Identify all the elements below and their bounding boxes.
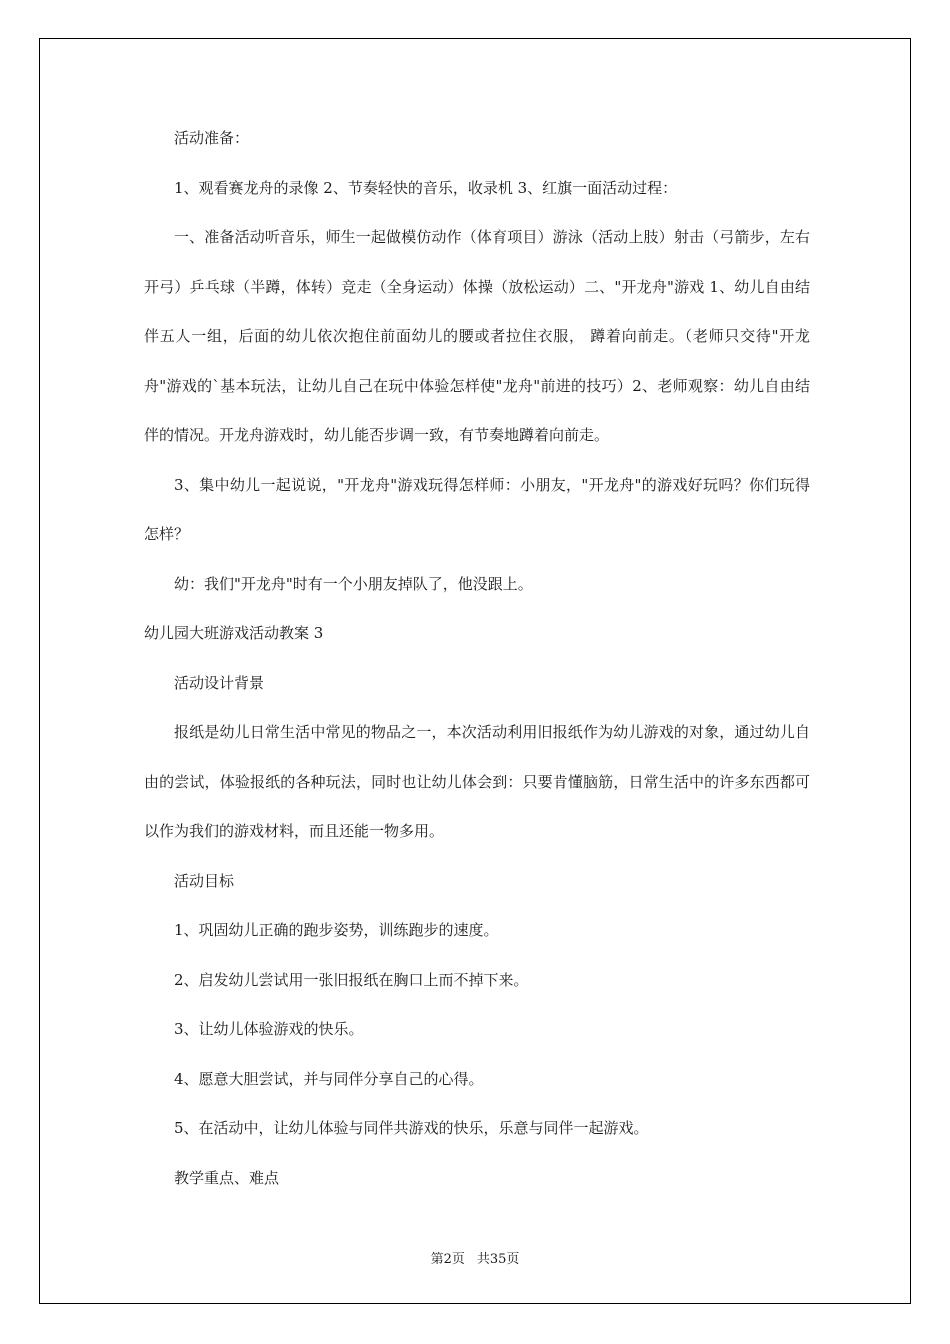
- list-item: 2、启发幼儿尝试用一张旧报纸在胸口上而不掉下来。: [174, 970, 529, 989]
- paragraph: 一、准备活动听音乐，师生一起做模仿动作（体育项目）游泳（活动上肢）射击（弓箭步，左右开弓）乒乓球（半蹲，体转）竞走（全身运动）体操（放松运动）二、"开龙舟"游戏 1、幼儿自由结伴五人一组，后面的幼儿依次抱住前面幼儿的腰或者拉住衣服， 蹲着向前走。（老师只交待"开龙舟"游戏的`基本玩法，让幼儿自己在玩中体验怎样使"龙舟"前进的技巧）2、老师观察：幼儿自由结伴的情况。开龙舟游戏时，幼儿能否步调一致，有节奏地蹲着向前走。: [144, 228, 810, 444]
- page-total: 共35页: [476, 1252, 520, 1267]
- paragraph: 幼：我们"开龙舟"时有一个小朋友掉队了，他没跟上。: [174, 574, 533, 593]
- page-footer: [0, 1248, 950, 1267]
- paragraph: 活动准备：: [174, 129, 250, 147]
- subheading: 活动目标: [174, 871, 235, 890]
- section-heading: 幼儿园大班游戏活动教案 3: [144, 624, 324, 642]
- list-item: 1、巩固幼儿正确的跑步姿势，训练跑步的速度。: [174, 921, 499, 939]
- list-item: 3、让幼儿体验游戏的快乐。: [174, 1020, 364, 1038]
- list-item: 5、在活动中，让幼儿体验与同伴共游戏的快乐，乐意与同伴一起游戏。: [174, 1119, 649, 1137]
- paragraph: 3、集中幼儿一起说说，"开龙舟"游戏玩得怎样师：小朋友，"开龙舟"的游戏好玩吗？你们玩得怎样？: [144, 475, 810, 543]
- paragraph: 报纸是幼儿日常生活中常见的物品之一，本次活动利用旧报纸作为幼儿游戏的对象，通过幼儿自由的尝试，体验报纸的各种玩法，同时也让幼儿体会到：只要肯懂脑筋，日常生活中的许多东西都可以作为我们的游戏材料，而且还能一物多用。: [144, 723, 810, 840]
- subheading: 活动设计背景: [174, 673, 265, 692]
- paragraph: 1、观看赛龙舟的录像 2、节奏轻快的音乐，收录机 3、红旗一面活动过程：: [174, 178, 678, 197]
- page-number: 第2页: [430, 1252, 465, 1267]
- list-item: 4、愿意大胆尝试，并与同伴分享自己的心得。: [174, 1069, 484, 1088]
- document-body: [144, 114, 810, 1203]
- subheading: 教学重点、难点: [174, 1168, 280, 1187]
